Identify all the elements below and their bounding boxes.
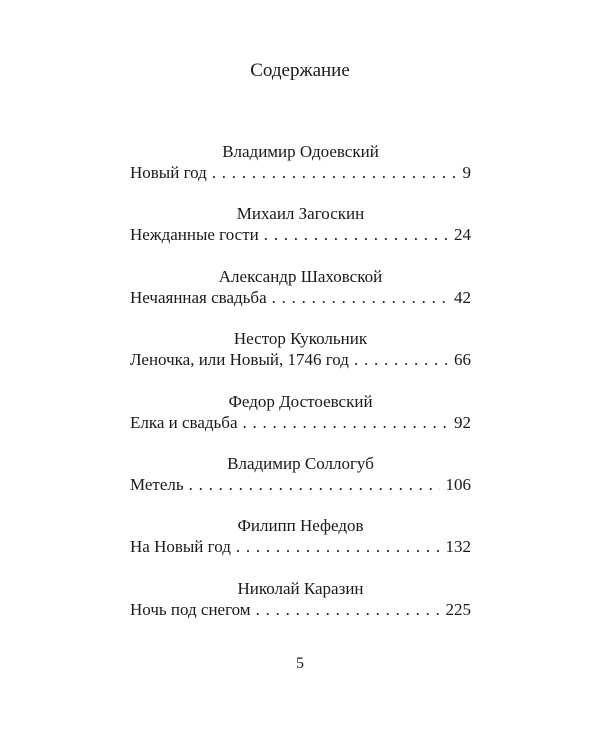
dot-leader bbox=[243, 412, 448, 433]
dot-leader bbox=[189, 474, 440, 495]
toc-page-number: 92 bbox=[454, 412, 471, 432]
toc-page-number: 225 bbox=[445, 599, 471, 619]
toc-entry bbox=[130, 453, 471, 515]
toc-author: Владимир Соллогуб bbox=[227, 453, 374, 473]
dot-leader bbox=[264, 224, 448, 245]
table-of-contents bbox=[130, 141, 471, 640]
toc-entry bbox=[130, 141, 471, 203]
toc-entry bbox=[130, 578, 471, 640]
toc-page-number: 132 bbox=[445, 537, 471, 557]
toc-line bbox=[130, 349, 471, 370]
page-number: 5 bbox=[296, 655, 304, 672]
toc-page-number: 66 bbox=[454, 350, 471, 370]
toc-work-title: Елка и свадьба bbox=[130, 412, 238, 432]
toc-page-number: 9 bbox=[462, 163, 471, 182]
dot-leader bbox=[354, 349, 448, 370]
toc-line bbox=[130, 536, 471, 557]
toc-work-title: Метель bbox=[130, 474, 184, 494]
toc-author: Владимир Одоевский bbox=[222, 142, 379, 161]
toc-author: Александр Шаховской bbox=[218, 266, 383, 286]
dot-leader bbox=[256, 599, 440, 620]
dot-leader bbox=[236, 536, 440, 557]
toc-author: Филипп Нефедов bbox=[237, 516, 364, 536]
dot-leader bbox=[212, 162, 457, 183]
toc-entry bbox=[130, 328, 471, 390]
toc-work-title: На Новый год bbox=[130, 537, 231, 557]
dot-leader bbox=[272, 287, 448, 308]
toc-page-number: 24 bbox=[454, 225, 471, 245]
toc-work-title: Новый год bbox=[130, 163, 207, 182]
toc-entry bbox=[130, 266, 471, 328]
toc-line bbox=[130, 162, 471, 183]
toc-entry bbox=[130, 203, 471, 265]
toc-entry bbox=[130, 391, 471, 453]
toc-page-number: 42 bbox=[454, 287, 471, 307]
toc-entry bbox=[130, 515, 471, 577]
toc-line bbox=[130, 599, 471, 620]
toc-author: Михаил Загоскин bbox=[236, 204, 365, 224]
toc-page-number: 106 bbox=[445, 474, 471, 494]
toc-work-title: Леночка, или Новый, 1746 год bbox=[130, 350, 349, 370]
toc-line bbox=[130, 287, 471, 308]
toc-line bbox=[130, 224, 471, 245]
toc-work-title: Ночь под снегом bbox=[130, 599, 251, 619]
toc-author: Нестор Кукольник bbox=[233, 329, 368, 349]
page-title: Содержание bbox=[250, 60, 350, 81]
toc-line bbox=[130, 474, 471, 495]
toc-work-title: Нечаянная свадьба bbox=[130, 287, 267, 307]
toc-work-title: Нежданные гости bbox=[130, 225, 259, 245]
toc-author: Николай Каразин bbox=[237, 578, 364, 598]
toc-line bbox=[130, 412, 471, 433]
toc-author: Федор Достоевский bbox=[228, 391, 373, 411]
